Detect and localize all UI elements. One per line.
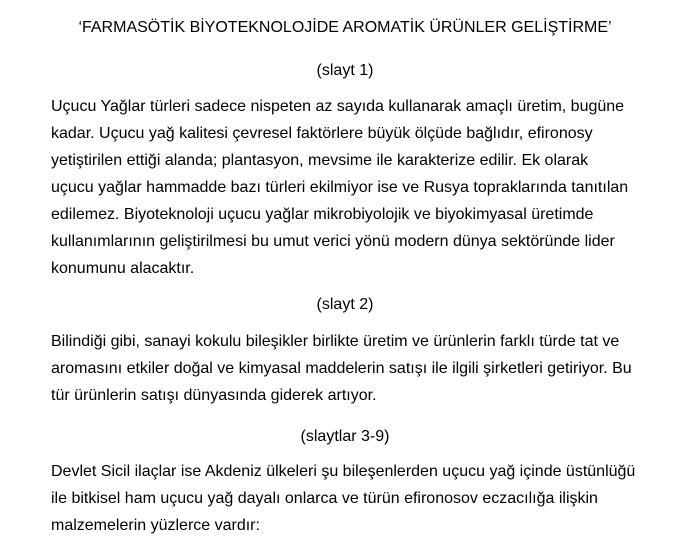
paragraph-line: ile bitkisel ham uçucu yağ dayalı onlarca ve türün efironosov eczacılığa ilişkin [51, 490, 598, 507]
section-heading-slayt-1: (slayt 1) [316, 62, 374, 79]
section-heading-slayt-2: (slayt 2) [316, 296, 374, 313]
paragraph-line: kadar. Uçucu yağ kalitesi çevresel faktörlere büyük ölçüde bağlıdır, efironosy [51, 125, 593, 142]
document-title: ‘FARMASÖTİK BİYOTEKNOLOJİDE AROMATİK ÜRÜNLER GELİŞTİRME’ [78, 19, 612, 36]
paragraph-slaytlar-3-9 [51, 458, 681, 539]
paragraph-line: yetiştirilen ettiği alanda; plantasyon, mevsime ile karakterize edilir. Ek olarak [51, 152, 589, 169]
paragraph-line: uçucu yağlar hammadde bazı türleri ekilmiyor ise ve Rusya topraklarında tanıtılan [51, 179, 629, 196]
paragraph-line: kullanımlarının geliştirilmesi bu umut verici yönü modern dünya sektöründe lider [51, 233, 615, 250]
paragraph-slayt-2 [51, 328, 681, 409]
paragraph-line: malzemelerin yüzlerce vardır: [51, 517, 260, 534]
paragraph-line: aromasını etkiler doğal ve kimyasal maddelerin satışı ile ilgili şirketleri getiriyor. Bu [51, 360, 632, 377]
paragraph-slayt-1 [51, 93, 681, 282]
paragraph-line: tür ürünlerin satışı dünyasında giderek artıyor. [51, 387, 377, 404]
paragraph-line: Bilindiği gibi, sanayi kokulu bileşikler birlikte üretim ve ürünlerin farklı türde tat ve [51, 333, 620, 350]
paragraph-line: edilemez. Biyoteknoloji uçucu yağlar mikrobiyolojik ve biyokimyasal üretimde [51, 206, 594, 223]
paragraph-line: Devlet Sicil ilaçlar ise Akdeniz ülkeleri şu bileşenlerden uçucu yağ içinde üstünlüğü [51, 463, 636, 480]
paragraph-line: Uçucu Yağlar türleri sadece nispeten az sayıda kullanarak amaçlı üretim, bugüne [51, 98, 625, 115]
paragraph-line: konumunu alacaktır. [51, 260, 195, 277]
section-heading-slaytlar-3-9: (slaytlar 3-9) [300, 428, 390, 445]
